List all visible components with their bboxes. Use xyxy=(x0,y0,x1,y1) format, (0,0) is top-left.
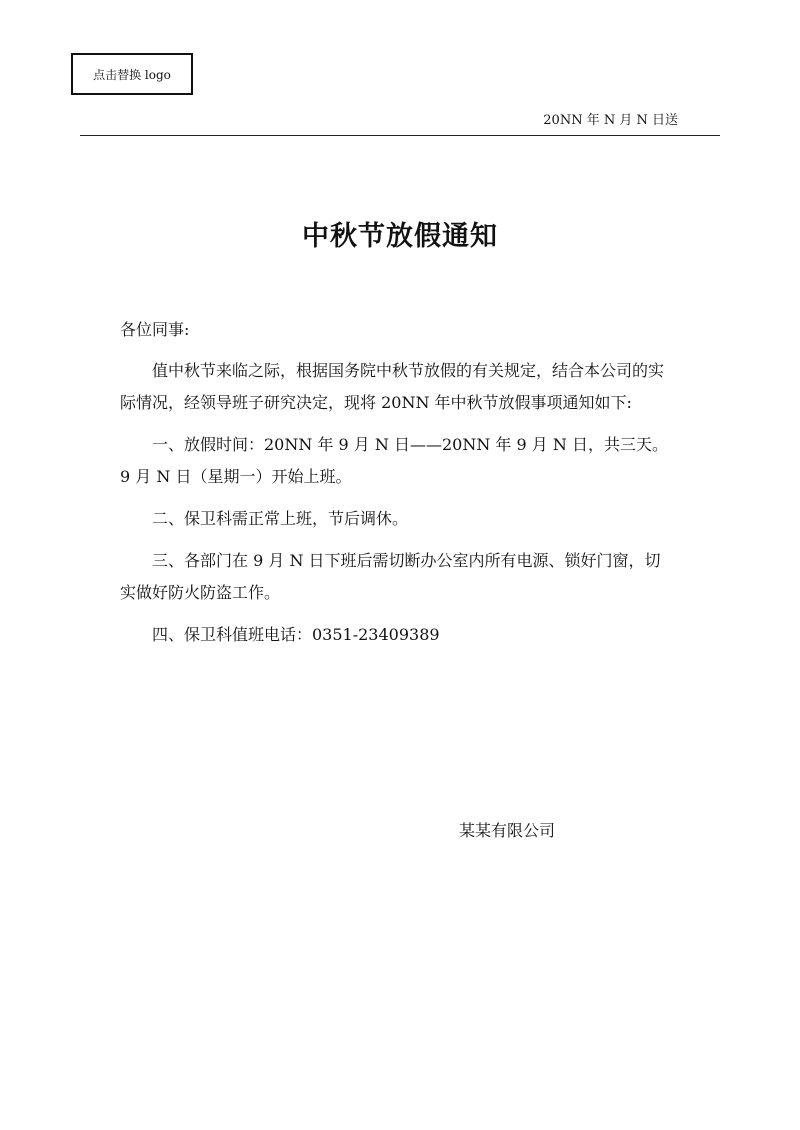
logo-placeholder-label: 点击替换 logo xyxy=(93,67,171,82)
header-divider xyxy=(80,135,720,136)
notice-item-3: 三、各部门在 9 月 N 日下班后需切断办公室内所有电源、锁好门窗，切实做好防火防盗工作。 xyxy=(120,551,661,602)
company-signature: 某某有限公司 xyxy=(459,821,556,840)
document-title: 中秋节放假通知 xyxy=(302,221,498,252)
notice-item-1: 一、放假时间：20NN 年 9 月 N 日——20NN 年 9 月 N 日，共三天。9 月 N 日（星期一）开始上班。 xyxy=(120,435,668,486)
document-body xyxy=(120,314,675,651)
logo-placeholder-button[interactable] xyxy=(71,53,193,95)
notice-item-2: 二、保卫科需正常上班，节后调休。 xyxy=(152,509,409,528)
send-date: 20NN 年 N 月 N 日送 xyxy=(543,113,678,128)
salutation: 各位同事: xyxy=(120,320,190,339)
intro-paragraph: 值中秋节来临之际，根据国务院中秋节放假的有关规定，结合本公司的实际情况，经领导班子研究决定，现将 20NN 年中秋节放假事项通知如下: xyxy=(120,361,665,412)
notice-item-4: 四、保卫科值班电话：0351-23409389 xyxy=(152,625,440,644)
